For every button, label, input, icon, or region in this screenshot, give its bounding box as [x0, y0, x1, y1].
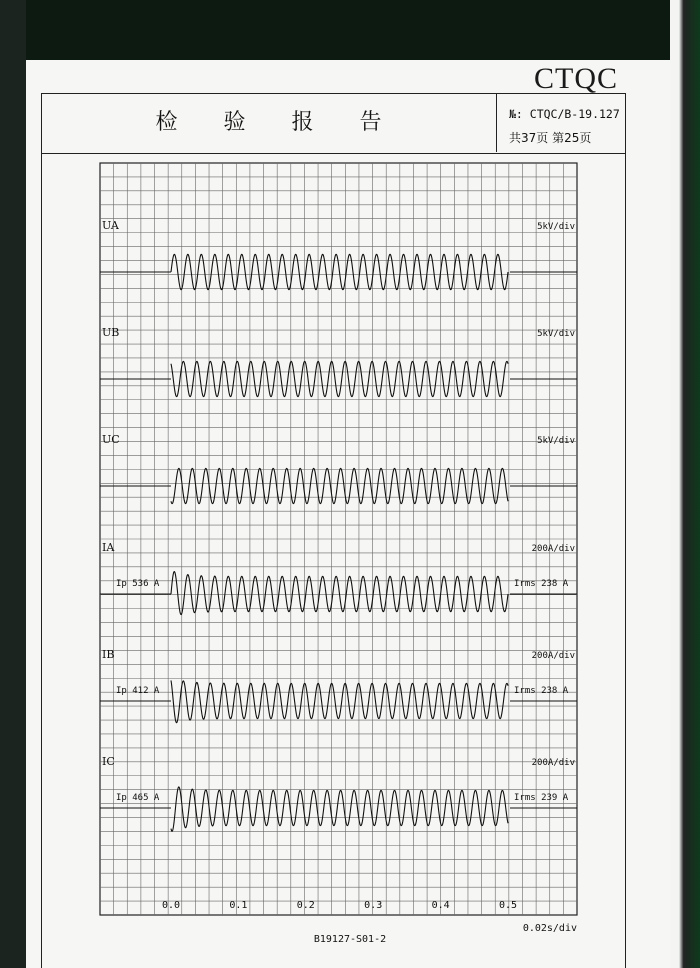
rms-label: Irms 239 A	[514, 793, 569, 803]
time-scale-label: 0.02s/div	[522, 923, 577, 934]
channel-label: UC	[102, 433, 120, 446]
waveform-ua	[171, 254, 508, 289]
scale-label: 5kV/div	[537, 436, 575, 446]
peak-label: Ip 465 A	[116, 793, 160, 803]
x-tick-label: 0.2	[296, 900, 315, 911]
rms-label: Irms 238 A	[514, 686, 569, 696]
channel-label: IC	[102, 755, 115, 768]
channel-label: UB	[102, 326, 120, 339]
brand-logo: CTQC	[534, 62, 619, 95]
peak-label: Ip 412 A	[116, 686, 160, 696]
x-tick-label: 0.1	[229, 900, 248, 911]
waveform-ub	[171, 361, 508, 396]
waveform-ib	[171, 680, 508, 722]
channel-label: IB	[102, 648, 115, 661]
channel-label: IA	[102, 541, 115, 554]
waveform-uc	[171, 468, 508, 503]
scale-label: 200A/div	[531, 651, 575, 661]
waveform-ic	[171, 787, 508, 831]
x-tick-label: 0.4	[431, 900, 450, 911]
page-info: 共37页 第25页	[509, 131, 592, 145]
sample-id: B19127-S01-2	[313, 934, 387, 945]
scale-label: 5kV/div	[537, 222, 575, 232]
x-tick-label: 0.3	[364, 900, 383, 911]
document-number: №: CTQC/B-19.127	[509, 107, 620, 121]
x-tick-label: 0.0	[161, 900, 181, 911]
scale-label: 200A/div	[531, 544, 575, 554]
report-title: 检验报告	[155, 110, 428, 135]
waveform-ia	[171, 572, 508, 615]
x-tick-label: 0.5	[498, 900, 518, 911]
peak-label: Ip 536 A	[116, 579, 160, 589]
channel-label: UA	[102, 219, 119, 232]
rms-label: Irms 238 A	[514, 579, 569, 589]
scale-label: 5kV/div	[537, 329, 575, 339]
scale-label: 200A/div	[531, 758, 575, 768]
